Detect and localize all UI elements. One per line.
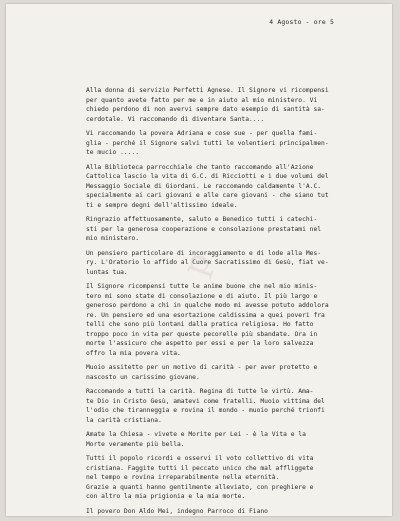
- paragraph: [86, 507, 381, 517]
- text-line: ti e sempre degni dell'altissimo ideale.: [86, 201, 238, 209]
- text-line: morte l'assicuro che aspetto per essi e per la loro salvezza: [86, 340, 314, 347]
- faint-stamp: p: [174, 246, 220, 282]
- paragraph: [86, 454, 381, 502]
- text-line: con altro la mia prigionia e la mia morte.: [86, 493, 246, 500]
- text-line: Il Signore ricompensi tutte le anime buone che nel mio minis-: [86, 283, 318, 290]
- text-line: Cattolica lascio la vita di G.C. di Ricciotti e i due volumi del: [86, 173, 329, 180]
- text-line: telli che sono più lontani dalla pratica religiosa. Ho fatto: [86, 321, 314, 328]
- text-line: Alla donna di servizio Perfetti Agnese. Il Signore vi ricompensi: [86, 87, 329, 94]
- paragraph: [86, 163, 381, 211]
- text-line: Tutti il popolo ricordi e osservi il voto collettivo di vita: [86, 455, 314, 462]
- text-line: nel tempo e rovina irreparabilmente nella eternità.: [86, 474, 280, 481]
- text-line: Raccomando a tutti la carità. Regina di tutte le virtù. Ama-: [86, 388, 314, 395]
- text-line: Amate la Chiesa - vivete e Morite per Lei - è la Vita e la: [86, 431, 306, 438]
- text-line: cerdotale. Vi raccomando di diventare Santa....: [86, 115, 265, 123]
- text-line: troppo poco in vita per queste pecorelle più sbandate. Ora in: [86, 330, 318, 338]
- text-line: mio ministero.: [86, 235, 140, 242]
- paragraph: [86, 249, 381, 278]
- text-line: ry. L'Oratorio lo affido al Cuore Sacratissimo di Gesù, fiat ve-: [86, 259, 329, 266]
- letter-body: [86, 86, 381, 521]
- text-line: Un pensiero particolare di incoraggiamento e di lode alla Mes-: [86, 249, 322, 257]
- text-line: glia - perché il Signore salvi tutti le volentieri principalmen-: [86, 139, 329, 147]
- text-line: Muoio assitetto per un motivo di carità - per aver protetto e: [86, 364, 318, 371]
- paragraph: [86, 282, 381, 358]
- letter-date: 4 Agosto - ore 5: [269, 18, 334, 26]
- text-line: offro la mia povera vita.: [86, 349, 181, 357]
- paragraph: [86, 215, 381, 244]
- text-line: re. Un pensiero ed una esortazione caldissima a quei poveri fra: [86, 311, 325, 319]
- paragraph: [86, 430, 381, 449]
- text-line: Ringrazio affettuosamente, saluto e Benedico tutti i catechi-: [86, 216, 318, 223]
- paragraph: [86, 363, 381, 382]
- text-line: sti per la generosa cooperazione e consolazione prestatami nel: [86, 225, 322, 233]
- letter-page: [6, 4, 392, 516]
- text-line: Messaggio Sociale di Giordani. Le raccomando caldamente l'A.C.: [86, 182, 322, 190]
- text-line: specialmente ai cari giovani e alle care giovani - che siano tut: [86, 192, 329, 199]
- text-line: Morte veramente più bella.: [86, 440, 185, 448]
- text-line: chiedo perdono di non avervi sempre dato esempio di santità sa-: [86, 106, 325, 113]
- text-line: cristiana. Faggite tutti il peccato unico che mal affliggete: [86, 464, 314, 472]
- text-line: l'odio che tiranneggia e rovina il mondo - muoio perché trionfi: [86, 407, 325, 414]
- paragraph: [86, 129, 381, 158]
- text-line: Alla Biblioteca parrocchiale che tanto raccomando all'Azione: [86, 163, 314, 171]
- paragraph: [86, 86, 381, 124]
- text-line: Il povero Don Aldo Mei, indegno Parroco di Fiano: [86, 507, 268, 515]
- text-line: te Dio in Cristo Gesù, amatevi come fratelli. Muoio vittima del: [86, 397, 325, 405]
- paragraph: [86, 387, 381, 425]
- text-line: tero mi sono state di consolazione e di aiuto. Il più largo e: [86, 292, 318, 300]
- text-line: generoso perdono a chi in qualche modo mi avesse potuto addolora: [86, 302, 329, 309]
- text-line: Grazie a quanti hanno gentilmente alleviato, con preghiere e: [86, 483, 314, 491]
- text-line: per quanto avete fatto per me e in aiuto al mio ministero. Vi: [86, 96, 318, 104]
- text-line: nascosto un carissimo giovane.: [86, 373, 200, 381]
- text-line: te mucio .....: [86, 149, 140, 156]
- text-line: la carità cristiana.: [86, 416, 162, 424]
- text-line: Vi raccomando la povera Adriana e cose sue - per quella fami-: [86, 130, 318, 137]
- text-line: luntas tua.: [86, 268, 128, 276]
